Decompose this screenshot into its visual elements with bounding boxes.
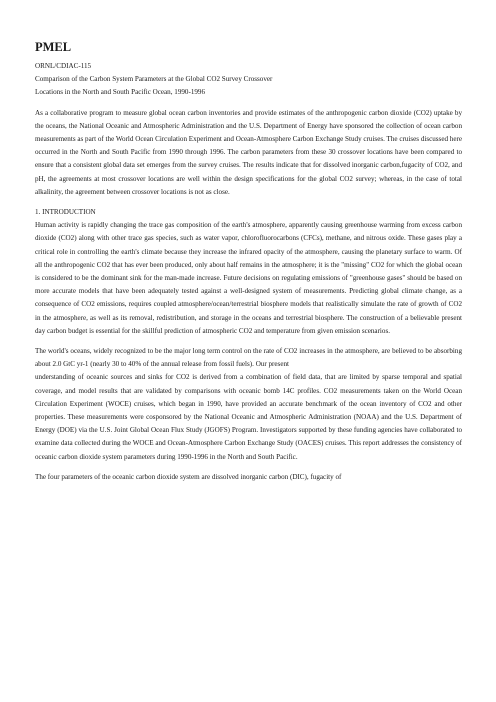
report-title-line-2: Locations in the North and South Pacific Ocean, 1990-1996 <box>35 88 206 97</box>
spacer <box>35 338 462 345</box>
document-page <box>35 40 462 484</box>
spacer <box>35 100 462 107</box>
intro-paragraph-3: understanding of oceanic sources and sinks for CO2 is derived from a combination of field data, that are limited by sparse temporal and spatial coverage, and model results that are validated by comparisons with oceanic bomb 14C profiles. CO2 measurements taken on the World Ocean Circulation Experiment (WOCE) cruises, which began in 1990, have provided an accurate benchmark of the ocean inventory of CO2 and other properties. These measurements were cosponsored by the National Oceanic and Atmospheric Administration (NOAA) and the U.S. Department of Energy (DOE) via the U.S. Joint Global Ocean Flux Study (JGOFS) Program. Investigators supported by these funding agencies have collaborated to examine data collected during the WOCE and Ocean-Atmosphere Carbon Exchange Study (OACES) cruises. This report addresses the consistency of oceanic carbon dioxide system parameters during 1990-1996 in the North and South Pacific. <box>35 373 462 461</box>
report-title-line-1: Comparison of the Carbon System Parameters at the Global CO2 Survey Crossover <box>35 75 273 84</box>
spacer <box>35 199 462 206</box>
spacer <box>35 464 462 471</box>
abstract-paragraph: As a collaborative program to measure global ocean carbon inventories and provide estimates of the anthropogenic carbon dioxide (CO2) uptake by the oceans, the National Oceanic and Atmospheric Administration and the U.S. Department of Energy have sponsored the collection of ocean carbon measurements as part of the World Ocean Circulation Experiment and Ocean-Atmosphere Carbon Exchange Study cruises. The cruises discussed here occurred in the North and South Pacific from 1990 through 1996. The carbon parameters from these 30 crossover locations have been compared to ensure that a consistent global data set emerges from the survey cruises. The results indicate that for dissolved inorganic carbon,fugacity of CO2, and pH, the agreements at most crossover locations are well within the design specifications for the global CO2 survey; whereas, in the case of total alkalinity, the agreement between crossover locations is not as close. <box>35 108 462 196</box>
section-heading: 1. INTRODUCTION <box>35 208 96 217</box>
intro-paragraph-1: Human activity is rapidly changing the trace gas composition of the earth's atmosphere, apparently causing greenhouse warming from excess carbon dioxide (CO2) along with other trace gas species, such as water vapor, chlorofluorocarbons (CFCs), methane, and nitrous oxide. These gases play a critical role in controlling the earth's climate because they increase the infrared opacity of the atmosphere, causing the planetary surface to warm. Of all the anthropogenic CO2 that has ever been produced, only about half remains in the atmosphere; it is the "missing" CO2 for which the global ocean is considered to be the dominant sink for the man-made increase. Future decisions on regulating emissions of "greenhouse gases" should be based on more accurate models that have been adequately tested against a well-designed system of measurements. Predicting global climate change, as a consequence of CO2 emissions, requires coupled atmosphere/ocean/terrestrial biosphere models that realistically simulate the rate of growth of CO2 in the atmosphere, as well as its removal, redistribution, and storage in the oceans and terrestrial biosphere. The construction of a believable present day carbon budget is essential for the skillful prediction of atmospheric CO2 and temperature from given emission scenarios. <box>35 221 462 335</box>
intro-paragraph-2: The world's oceans, widely recognized to be the major long term control on the rate of CO2 increases in the atmosphere, are believed to be absorbing about 2.0 GtC yr-1 (nearly 30 to 40% of the annual release from fossil fuels). Our present <box>35 347 462 369</box>
intro-paragraph-4: The four parameters of the oceanic carbon dioxide system are dissolved inorganic carbon (DIC), fugacity of <box>35 472 342 481</box>
page-title: PMEL <box>35 40 72 54</box>
report-id: ORNL/CDIAC-115 <box>35 62 92 70</box>
